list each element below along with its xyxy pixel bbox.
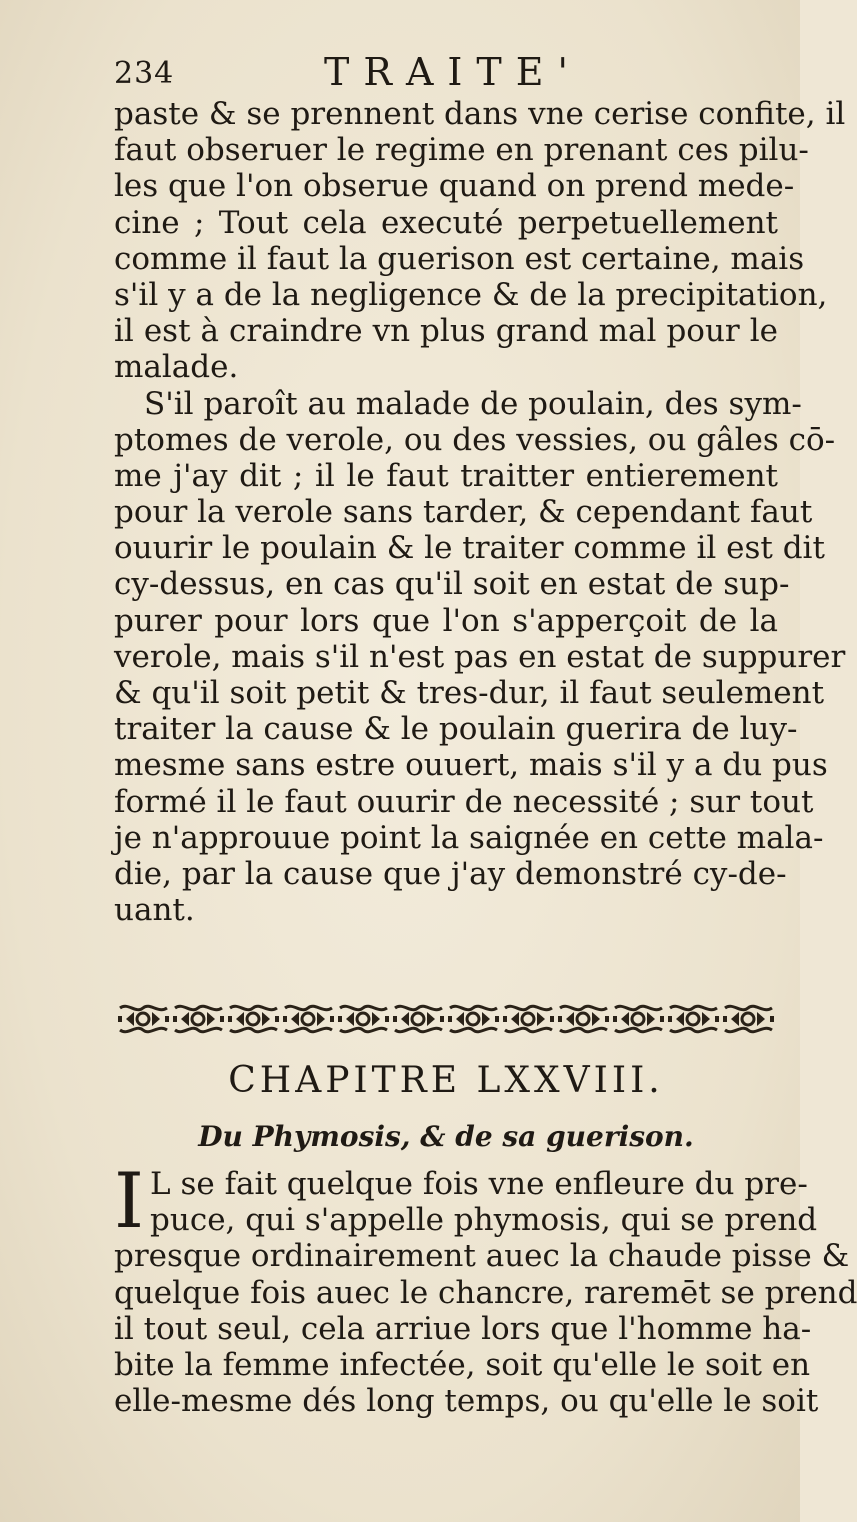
ornament-band [116,1000,776,1038]
text-line: pour la verole sans tarder, & cependant faut [114,494,813,531]
text-line: purer pour lors que l'on s'apperçoit de la [114,602,778,639]
body-text [114,96,846,929]
chapter-subtitle: Du Phymosis, & de sa guerison. [198,1120,694,1153]
text-line: me j'ay dit ; il le faut traitter entierement [114,457,778,494]
drop-cap: I [114,1156,145,1245]
chapter-title: CHAPITRE LXXVIII. [228,1060,664,1101]
text-line: elle-mesme dés long temps, ou qu'elle le soit [114,1383,819,1420]
text-line: & qu'il soit petit & tres-dur, il faut seulement [114,675,825,711]
text-line: die, par la cause que j'ay demonstré cy-de- [114,855,787,892]
text-line: paste & se prennent dans vne cerise confite, il [114,96,846,132]
chapter-text [114,1156,857,1420]
text-line: quelque fois auec le chancre, raremēt se prend [114,1274,857,1311]
text-line: malade. [114,349,239,386]
text-line: mesme sans estre ouuert, mais s'il y a du pus [114,747,828,784]
text-line: L se fait quelque fois vne enfleure du pre- [150,1166,808,1202]
text-line: bite la femme infectée, soit qu'elle le soit en [114,1346,811,1383]
text-line: cine ; Tout cela executé perpetuellement [114,204,778,241]
text-line: verole, mais s'il n'est pas en estat de suppurer [114,638,846,675]
text-line: il est à craindre vn plus grand mal pour le [114,313,778,350]
page-header [114,50,774,100]
text-line: cy-dessus, en cas qu'il soit en estat de sup- [114,566,790,603]
text-line: formé il le faut ouurir de necessité ; sur tout [114,783,814,820]
text-line: les que l'on obserue quand on prend mede- [114,168,795,205]
text-line: ptomes de verole, ou des vessies, ou gâles cō- [114,421,836,458]
text-line: il tout seul, cela arriue lors que l'homme ha- [114,1310,812,1347]
page-number: 234 [114,56,175,91]
text-line: comme il faut la guerison est certaine, mais [114,240,805,277]
text-line: presque ordinairement auec la chaude pisse & [114,1238,850,1275]
text-line: traiter la cause & le poulain guerira de luy- [114,711,798,748]
text-line: ouurir le poulain & le traiter comme il est dit [114,530,825,567]
text-line: faut obseruer le regime en prenant ces pilu- [114,132,809,169]
text-line: uant. [114,892,195,929]
text-line: s'il y a de la negligence & de la precipitation, [114,276,828,313]
text-line: je n'approuue point la saignée en cette mala- [114,819,824,856]
running-head: TRAITE' [324,50,582,94]
text-line: S'il paroît au malade de poulain, des sym- [144,385,802,422]
text-line: puce, qui s'appelle phymosis, qui se prend [150,1202,818,1239]
